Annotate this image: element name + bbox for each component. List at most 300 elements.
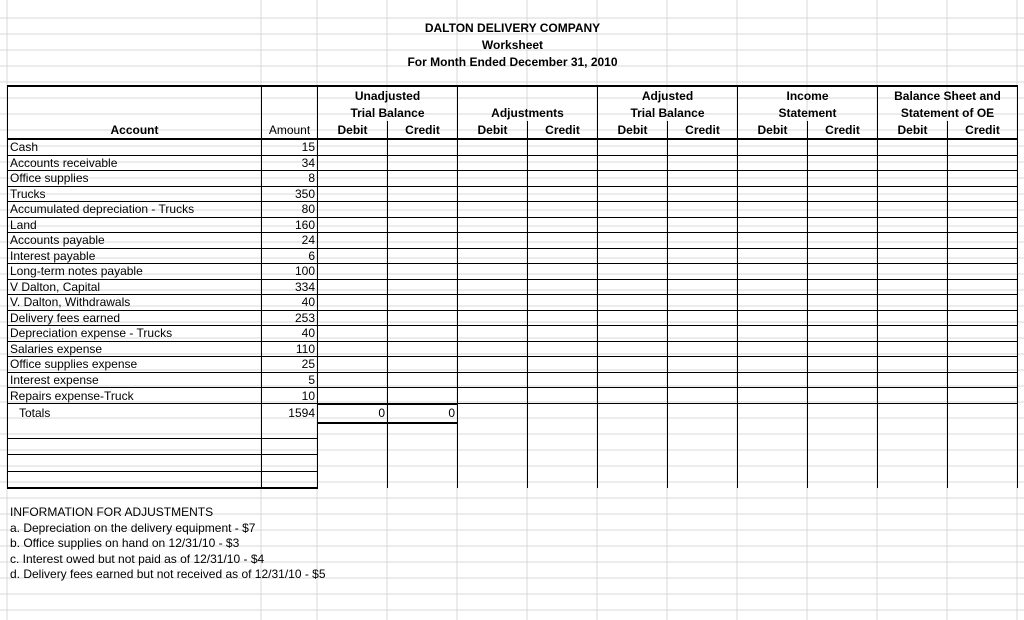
table-row bbox=[8, 186, 1018, 202]
worksheet-cell[interactable] bbox=[878, 372, 948, 388]
worksheet-cell[interactable] bbox=[948, 326, 1018, 342]
worksheet-cell[interactable] bbox=[388, 139, 458, 155]
worksheet-cell[interactable] bbox=[598, 423, 668, 439]
worksheet-cell[interactable] bbox=[668, 404, 738, 423]
worksheet-cell[interactable] bbox=[388, 471, 458, 488]
worksheet-cell[interactable] bbox=[738, 279, 808, 295]
worksheet-cell[interactable] bbox=[668, 171, 738, 187]
table-row bbox=[8, 341, 1018, 357]
worksheet-cell[interactable] bbox=[878, 217, 948, 233]
worksheet-cell[interactable] bbox=[528, 202, 598, 218]
worksheet-cell[interactable] bbox=[948, 248, 1018, 264]
worksheet-cell[interactable] bbox=[878, 310, 948, 326]
worksheet-cell[interactable] bbox=[948, 341, 1018, 357]
empty-row bbox=[8, 471, 1018, 488]
empty-row bbox=[8, 423, 1018, 439]
worksheet-cell[interactable] bbox=[808, 471, 878, 488]
worksheet-cell[interactable] bbox=[598, 310, 668, 326]
worksheet-cell[interactable] bbox=[8, 471, 262, 488]
account-name[interactable]: Office supplies bbox=[8, 171, 262, 187]
worksheet-cell[interactable] bbox=[318, 139, 388, 155]
worksheet-cell[interactable] bbox=[738, 217, 808, 233]
worksheet-cell[interactable] bbox=[598, 202, 668, 218]
worksheet-cell[interactable] bbox=[388, 388, 458, 404]
account-name[interactable]: Interest expense bbox=[8, 372, 262, 388]
account-amount[interactable]: 334 bbox=[262, 279, 318, 295]
table-row bbox=[8, 233, 1018, 249]
account-name[interactable]: Repairs expense-Truck bbox=[8, 388, 262, 404]
worksheet-cell[interactable] bbox=[878, 295, 948, 311]
worksheet-cell[interactable] bbox=[458, 388, 528, 404]
table-row bbox=[8, 155, 1018, 171]
worksheet-cell[interactable] bbox=[878, 139, 948, 155]
worksheet-cell[interactable] bbox=[528, 171, 598, 187]
worksheet-cell[interactable] bbox=[528, 248, 598, 264]
worksheet-cell[interactable] bbox=[948, 186, 1018, 202]
worksheet-cell[interactable] bbox=[458, 341, 528, 357]
header-cell bbox=[262, 104, 318, 121]
worksheet-cell[interactable] bbox=[808, 202, 878, 218]
income-header: Income bbox=[738, 86, 878, 104]
account-amount[interactable]: 253 bbox=[262, 310, 318, 326]
worksheet-cell[interactable] bbox=[878, 388, 948, 404]
worksheet-cell[interactable] bbox=[262, 439, 318, 455]
worksheet-cell[interactable] bbox=[262, 455, 318, 471]
worksheet-cell[interactable] bbox=[458, 295, 528, 311]
worksheet-cell[interactable] bbox=[458, 423, 528, 439]
worksheet-cell[interactable] bbox=[808, 439, 878, 455]
worksheet-cell[interactable] bbox=[598, 139, 668, 155]
worksheet-cell[interactable] bbox=[458, 471, 528, 488]
worksheet-cell[interactable] bbox=[738, 326, 808, 342]
worksheet-cell[interactable] bbox=[8, 439, 262, 455]
worksheet-cell[interactable] bbox=[388, 217, 458, 233]
worksheet-cell[interactable] bbox=[528, 471, 598, 488]
account-name[interactable]: Depreciation expense - Trucks bbox=[8, 326, 262, 342]
worksheet-cell[interactable] bbox=[878, 279, 948, 295]
worksheet-cell[interactable] bbox=[458, 264, 528, 280]
worksheet-cell[interactable] bbox=[808, 341, 878, 357]
unadjusted-credit-header: Credit bbox=[388, 121, 458, 139]
worksheet-cell[interactable] bbox=[948, 217, 1018, 233]
worksheet-cell[interactable] bbox=[318, 279, 388, 295]
worksheet-cell[interactable] bbox=[598, 326, 668, 342]
account-amount[interactable]: 8 bbox=[262, 171, 318, 187]
worksheet-cell[interactable] bbox=[738, 423, 808, 439]
worksheet-cell[interactable] bbox=[528, 155, 598, 171]
worksheet-cell[interactable] bbox=[808, 279, 878, 295]
worksheet-table bbox=[7, 85, 1018, 489]
worksheet-cell[interactable] bbox=[948, 279, 1018, 295]
account-name[interactable]: Cash bbox=[8, 139, 262, 155]
worksheet-cell[interactable] bbox=[738, 404, 808, 423]
worksheet-cell[interactable] bbox=[878, 471, 948, 488]
worksheet-cell[interactable] bbox=[458, 279, 528, 295]
worksheet-cell[interactable] bbox=[668, 202, 738, 218]
header-cell bbox=[458, 86, 598, 104]
worksheet-cell[interactable] bbox=[738, 341, 808, 357]
worksheet-cell[interactable] bbox=[388, 439, 458, 455]
worksheet-cell[interactable] bbox=[388, 264, 458, 280]
balance-sheet-subheader: Statement of OE bbox=[878, 104, 1018, 121]
account-amount[interactable]: 350 bbox=[262, 186, 318, 202]
worksheet-cell[interactable] bbox=[948, 439, 1018, 455]
worksheet-cell[interactable] bbox=[528, 341, 598, 357]
worksheet-cell[interactable] bbox=[528, 139, 598, 155]
account-amount[interactable]: 40 bbox=[262, 295, 318, 311]
worksheet-cell[interactable] bbox=[528, 279, 598, 295]
worksheet-cell[interactable] bbox=[318, 202, 388, 218]
worksheet-cell[interactable] bbox=[668, 233, 738, 249]
worksheet-cell[interactable] bbox=[458, 455, 528, 471]
worksheet-cell[interactable] bbox=[318, 455, 388, 471]
worksheet-cell[interactable] bbox=[808, 248, 878, 264]
report-title: Worksheet bbox=[481, 38, 544, 52]
account-amount[interactable]: 40 bbox=[262, 326, 318, 342]
worksheet-cell[interactable] bbox=[948, 372, 1018, 388]
info-item-a: a. Depreciation on the delivery equipment - $7 bbox=[10, 520, 256, 535]
worksheet-cell[interactable] bbox=[458, 155, 528, 171]
worksheet-cell[interactable] bbox=[598, 455, 668, 471]
worksheet-cell[interactable] bbox=[318, 171, 388, 187]
worksheet-cell[interactable] bbox=[948, 310, 1018, 326]
worksheet-cell[interactable] bbox=[388, 202, 458, 218]
worksheet-cell[interactable] bbox=[878, 404, 948, 423]
worksheet-cell[interactable] bbox=[318, 310, 388, 326]
worksheet-cell[interactable] bbox=[318, 388, 388, 404]
worksheet-cell[interactable] bbox=[668, 471, 738, 488]
worksheet-cell[interactable] bbox=[598, 155, 668, 171]
worksheet-cell[interactable] bbox=[318, 264, 388, 280]
worksheet-cell[interactable] bbox=[388, 310, 458, 326]
worksheet-cell[interactable] bbox=[948, 264, 1018, 280]
worksheet-cell[interactable] bbox=[948, 423, 1018, 439]
worksheet-cell[interactable] bbox=[668, 155, 738, 171]
account-amount[interactable]: 34 bbox=[262, 155, 318, 171]
account-amount[interactable]: 10 bbox=[262, 388, 318, 404]
worksheet-cell[interactable] bbox=[738, 248, 808, 264]
worksheet-cell[interactable] bbox=[458, 357, 528, 373]
adjustments-header: Adjustments bbox=[458, 104, 598, 121]
account-amount[interactable]: 6 bbox=[262, 248, 318, 264]
worksheet-cell[interactable] bbox=[668, 388, 738, 404]
worksheet-cell[interactable] bbox=[458, 310, 528, 326]
account-amount[interactable]: 25 bbox=[262, 357, 318, 373]
worksheet-cell[interactable] bbox=[878, 341, 948, 357]
worksheet-cell[interactable] bbox=[878, 264, 948, 280]
worksheet-cell[interactable] bbox=[948, 404, 1018, 423]
account-amount[interactable]: 110 bbox=[262, 341, 318, 357]
worksheet-cell[interactable] bbox=[948, 155, 1018, 171]
worksheet-cell[interactable] bbox=[948, 357, 1018, 373]
worksheet-cell[interactable] bbox=[458, 439, 528, 455]
totals-row bbox=[8, 404, 1018, 423]
worksheet-cell[interactable] bbox=[808, 423, 878, 439]
worksheet-cell[interactable] bbox=[318, 217, 388, 233]
worksheet-cell[interactable] bbox=[318, 233, 388, 249]
worksheet-cell[interactable] bbox=[318, 295, 388, 311]
worksheet-cell[interactable] bbox=[668, 139, 738, 155]
worksheet-cell[interactable] bbox=[598, 388, 668, 404]
worksheet-cell[interactable] bbox=[458, 139, 528, 155]
worksheet-cell[interactable] bbox=[808, 264, 878, 280]
worksheet-cell[interactable] bbox=[458, 217, 528, 233]
worksheet-cell[interactable] bbox=[318, 186, 388, 202]
account-amount[interactable]: 5 bbox=[262, 372, 318, 388]
table-row bbox=[8, 357, 1018, 373]
worksheet-cell[interactable] bbox=[528, 372, 598, 388]
worksheet-cell[interactable] bbox=[738, 139, 808, 155]
worksheet-cell[interactable] bbox=[878, 171, 948, 187]
account-amount[interactable]: 80 bbox=[262, 202, 318, 218]
account-column-header: Account bbox=[8, 121, 262, 139]
income-subheader: Statement bbox=[738, 104, 878, 121]
worksheet-cell[interactable] bbox=[598, 186, 668, 202]
worksheet-cell[interactable] bbox=[528, 404, 598, 423]
worksheet-cell[interactable] bbox=[668, 326, 738, 342]
worksheet-cell[interactable] bbox=[318, 471, 388, 488]
worksheet-cell[interactable] bbox=[458, 248, 528, 264]
account-name[interactable]: Accumulated depreciation - Trucks bbox=[8, 202, 262, 218]
worksheet-cell[interactable] bbox=[388, 295, 458, 311]
worksheet-cell[interactable] bbox=[878, 202, 948, 218]
worksheet-cell[interactable] bbox=[528, 233, 598, 249]
worksheet-cell[interactable] bbox=[668, 372, 738, 388]
worksheet-cell[interactable] bbox=[738, 186, 808, 202]
period-title: For Month Ended December 31, 2010 bbox=[407, 55, 618, 69]
worksheet-cell[interactable] bbox=[8, 455, 262, 471]
worksheet-cell[interactable] bbox=[388, 455, 458, 471]
worksheet-cell[interactable] bbox=[318, 372, 388, 388]
worksheet-cell[interactable] bbox=[738, 388, 808, 404]
worksheet-cell[interactable] bbox=[878, 186, 948, 202]
account-name[interactable]: Long-term notes payable bbox=[8, 264, 262, 280]
worksheet-cell[interactable] bbox=[598, 404, 668, 423]
worksheet-cell[interactable] bbox=[878, 357, 948, 373]
worksheet-cell[interactable] bbox=[738, 471, 808, 488]
table-row bbox=[8, 202, 1018, 218]
worksheet-cell[interactable] bbox=[318, 155, 388, 171]
worksheet-cell[interactable] bbox=[738, 202, 808, 218]
account-amount[interactable]: 160 bbox=[262, 217, 318, 233]
worksheet-cell[interactable] bbox=[668, 439, 738, 455]
worksheet-cell[interactable] bbox=[668, 279, 738, 295]
worksheet-cell[interactable] bbox=[318, 248, 388, 264]
worksheet-cell[interactable] bbox=[598, 372, 668, 388]
worksheet-cell[interactable] bbox=[528, 264, 598, 280]
worksheet-cell[interactable] bbox=[738, 171, 808, 187]
account-name[interactable]: Trucks bbox=[8, 186, 262, 202]
worksheet-cell[interactable] bbox=[808, 404, 878, 423]
adjustment-information bbox=[10, 505, 326, 583]
account-name[interactable]: V Dalton, Capital bbox=[8, 279, 262, 295]
worksheet-cell[interactable] bbox=[668, 357, 738, 373]
worksheet-cell[interactable] bbox=[528, 186, 598, 202]
worksheet-cell[interactable] bbox=[388, 233, 458, 249]
worksheet-cell[interactable] bbox=[262, 423, 318, 439]
worksheet-cell[interactable] bbox=[8, 423, 262, 439]
worksheet-cell[interactable] bbox=[878, 326, 948, 342]
worksheet-cell[interactable] bbox=[598, 171, 668, 187]
worksheet-cell[interactable] bbox=[388, 423, 458, 439]
worksheet-cell[interactable] bbox=[528, 439, 598, 455]
worksheet-cell[interactable] bbox=[808, 357, 878, 373]
totals-amount[interactable]: 1594 bbox=[262, 404, 318, 423]
worksheet-cell[interactable] bbox=[388, 171, 458, 187]
worksheet-cell[interactable] bbox=[528, 326, 598, 342]
worksheet-cell[interactable] bbox=[948, 202, 1018, 218]
worksheet-cell[interactable] bbox=[878, 155, 948, 171]
worksheet-cell[interactable] bbox=[668, 264, 738, 280]
worksheet-cell[interactable] bbox=[878, 233, 948, 249]
worksheet-cell[interactable] bbox=[668, 310, 738, 326]
income-credit-header: Credit bbox=[808, 121, 878, 139]
table-row bbox=[8, 171, 1018, 187]
worksheet-cell[interactable] bbox=[458, 233, 528, 249]
worksheet-cell[interactable] bbox=[668, 423, 738, 439]
account-name[interactable]: Accounts receivable bbox=[8, 155, 262, 171]
worksheet-cell[interactable] bbox=[808, 326, 878, 342]
worksheet-cell[interactable] bbox=[738, 264, 808, 280]
worksheet-cell[interactable] bbox=[388, 186, 458, 202]
table-row bbox=[8, 310, 1018, 326]
worksheet-cell[interactable] bbox=[738, 295, 808, 311]
unadjusted-header: Unadjusted bbox=[318, 86, 458, 104]
worksheet-cell[interactable] bbox=[808, 186, 878, 202]
worksheet-cell[interactable] bbox=[738, 233, 808, 249]
worksheet-cell[interactable] bbox=[808, 295, 878, 311]
worksheet-cell[interactable] bbox=[388, 372, 458, 388]
worksheet-cell[interactable] bbox=[598, 279, 668, 295]
worksheet-cell[interactable] bbox=[808, 388, 878, 404]
worksheet-cell[interactable] bbox=[598, 248, 668, 264]
worksheet-cell[interactable] bbox=[598, 264, 668, 280]
worksheet-cell[interactable] bbox=[878, 439, 948, 455]
worksheet-cell[interactable] bbox=[808, 310, 878, 326]
account-name[interactable]: Accounts payable bbox=[8, 233, 262, 249]
worksheet-cell[interactable] bbox=[318, 423, 388, 439]
worksheet-cell[interactable] bbox=[528, 423, 598, 439]
account-name[interactable]: V. Dalton, Withdrawals bbox=[8, 295, 262, 311]
worksheet-cell[interactable] bbox=[458, 372, 528, 388]
worksheet-cell[interactable] bbox=[738, 357, 808, 373]
worksheet-cell[interactable] bbox=[388, 279, 458, 295]
worksheet-cell[interactable] bbox=[668, 295, 738, 311]
worksheet-cell[interactable] bbox=[668, 248, 738, 264]
worksheet-cell[interactable] bbox=[388, 155, 458, 171]
worksheet-cell[interactable] bbox=[738, 455, 808, 471]
worksheet-cell[interactable] bbox=[598, 471, 668, 488]
totals-unadjusted-credit[interactable]: 0 bbox=[388, 404, 458, 423]
worksheet-cell[interactable] bbox=[668, 455, 738, 471]
worksheet-cell[interactable] bbox=[738, 372, 808, 388]
worksheet-cell[interactable] bbox=[458, 326, 528, 342]
worksheet-cell[interactable] bbox=[948, 455, 1018, 471]
worksheet-cell[interactable] bbox=[528, 217, 598, 233]
account-name[interactable]: Interest payable bbox=[8, 248, 262, 264]
worksheet-cell[interactable] bbox=[388, 326, 458, 342]
worksheet-cell[interactable] bbox=[878, 455, 948, 471]
worksheet-cell[interactable] bbox=[318, 341, 388, 357]
worksheet-cell[interactable] bbox=[528, 357, 598, 373]
worksheet-cell[interactable] bbox=[318, 357, 388, 373]
worksheet-cell[interactable] bbox=[948, 471, 1018, 488]
worksheet-cell[interactable] bbox=[948, 171, 1018, 187]
worksheet-cell[interactable] bbox=[388, 341, 458, 357]
worksheet-cell[interactable] bbox=[948, 139, 1018, 155]
table-row bbox=[8, 248, 1018, 264]
worksheet-cell[interactable] bbox=[388, 248, 458, 264]
worksheet-cell[interactable] bbox=[808, 455, 878, 471]
worksheet-cell[interactable] bbox=[598, 439, 668, 455]
worksheet-cell[interactable] bbox=[808, 233, 878, 249]
worksheet-cell[interactable] bbox=[598, 357, 668, 373]
worksheet-cell[interactable] bbox=[808, 139, 878, 155]
unadjusted-subheader: Trial Balance bbox=[318, 104, 458, 121]
table-row bbox=[8, 326, 1018, 342]
worksheet-cell[interactable] bbox=[528, 455, 598, 471]
worksheet-cell[interactable] bbox=[318, 439, 388, 455]
info-item-d: d. Delivery fees earned but not received as of 12/31/10 - $5 bbox=[10, 567, 326, 581]
worksheet-cell[interactable] bbox=[458, 186, 528, 202]
worksheet-cell[interactable] bbox=[458, 171, 528, 187]
worksheet-cell[interactable] bbox=[528, 310, 598, 326]
worksheet-cell[interactable] bbox=[808, 171, 878, 187]
worksheet-cell[interactable] bbox=[948, 233, 1018, 249]
account-name[interactable]: Office supplies expense bbox=[8, 357, 262, 373]
worksheet-cell[interactable] bbox=[738, 310, 808, 326]
worksheet-cell[interactable] bbox=[262, 471, 318, 488]
worksheet-cell[interactable] bbox=[458, 404, 528, 423]
worksheet-cell[interactable] bbox=[598, 295, 668, 311]
account-amount[interactable]: 24 bbox=[262, 233, 318, 249]
account-name[interactable]: Delivery fees earned bbox=[8, 310, 262, 326]
worksheet-cell[interactable] bbox=[668, 186, 738, 202]
adjusted-credit-header: Credit bbox=[668, 121, 738, 139]
worksheet-cell[interactable] bbox=[808, 155, 878, 171]
worksheet-cell[interactable] bbox=[668, 217, 738, 233]
worksheet-cell[interactable] bbox=[738, 439, 808, 455]
worksheet-cell[interactable] bbox=[528, 388, 598, 404]
worksheet-cell[interactable] bbox=[878, 423, 948, 439]
worksheet-cell[interactable] bbox=[808, 217, 878, 233]
worksheet-cell[interactable] bbox=[738, 155, 808, 171]
worksheet-cell[interactable] bbox=[808, 372, 878, 388]
account-amount[interactable]: 15 bbox=[262, 139, 318, 155]
worksheet-cell[interactable] bbox=[318, 326, 388, 342]
account-amount[interactable]: 100 bbox=[262, 264, 318, 280]
worksheet-cell[interactable] bbox=[948, 295, 1018, 311]
worksheet-cell[interactable] bbox=[528, 295, 598, 311]
adjusted-debit-header: Debit bbox=[598, 121, 668, 139]
worksheet-cell[interactable] bbox=[598, 341, 668, 357]
adjusted-header: Adjusted bbox=[598, 86, 738, 104]
totals-unadjusted-debit[interactable]: 0 bbox=[318, 404, 388, 423]
table-row bbox=[8, 295, 1018, 311]
worksheet-cell[interactable] bbox=[878, 248, 948, 264]
table-row bbox=[8, 264, 1018, 280]
worksheet-cell[interactable] bbox=[948, 388, 1018, 404]
account-name[interactable]: Salaries expense bbox=[8, 341, 262, 357]
worksheet-cell[interactable] bbox=[598, 233, 668, 249]
worksheet-cell[interactable] bbox=[388, 357, 458, 373]
worksheet-cell[interactable] bbox=[668, 341, 738, 357]
header-cell bbox=[8, 86, 262, 104]
worksheet-cell[interactable] bbox=[458, 202, 528, 218]
adjustments-debit-header: Debit bbox=[458, 121, 528, 139]
worksheet-cell[interactable] bbox=[598, 217, 668, 233]
account-name[interactable]: Land bbox=[8, 217, 262, 233]
